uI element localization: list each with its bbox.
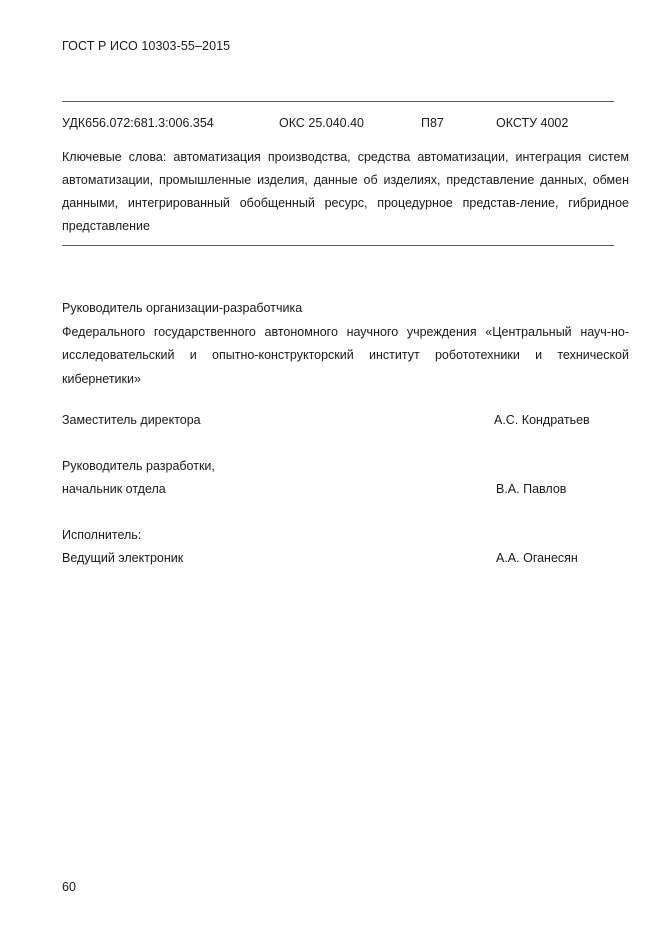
okstu-code: ОКСТУ 4002 bbox=[496, 116, 569, 130]
role-line: Руководитель разработки, bbox=[62, 459, 215, 473]
role-line: Исполнитель: bbox=[62, 528, 142, 542]
signatory-role bbox=[62, 524, 183, 570]
signatory-role bbox=[62, 409, 201, 432]
top-divider bbox=[62, 101, 614, 102]
signatory-role bbox=[62, 455, 215, 501]
organization-block bbox=[62, 297, 629, 391]
standard-code: ГОСТ Р ИСО 10303-55–2015 bbox=[62, 39, 231, 53]
role-line: начальник отдела bbox=[62, 482, 166, 496]
signatory-name: А.А. Оганесян bbox=[496, 551, 578, 565]
signatory-name: А.С. Кондратьев bbox=[494, 413, 590, 427]
udk-code: УДК656.072:681.3:006.354 bbox=[62, 116, 214, 130]
organization-heading: Руководитель организации-разработчика bbox=[62, 301, 303, 315]
classification-line bbox=[62, 116, 622, 132]
keywords-paragraph bbox=[62, 146, 629, 238]
p-code: П87 bbox=[421, 116, 444, 130]
organization-name: Федерального государственного автономного научного учреждения «Центральный науч-но-исследовательский и опытно-конструкторский институт робототехники и технической кибернетики» bbox=[62, 324, 629, 386]
page-number: 60 bbox=[62, 880, 76, 894]
bottom-divider bbox=[62, 245, 614, 246]
signatory-name: В.А. Павлов bbox=[496, 482, 567, 496]
role-line: Заместитель директора bbox=[62, 413, 201, 427]
role-line: Ведущий электроник bbox=[62, 551, 184, 565]
keywords-text: Ключевые слова: автоматизация производства, средства автоматизации, интеграция систем автоматизации, промышленные изделия, данные об изделиях, представление данных, обмен данными, интегрированный обобщенный ресурс, процедурное представ-ление, гибридное представление bbox=[62, 150, 629, 233]
oks-code: ОКС 25.040.40 bbox=[279, 116, 364, 130]
